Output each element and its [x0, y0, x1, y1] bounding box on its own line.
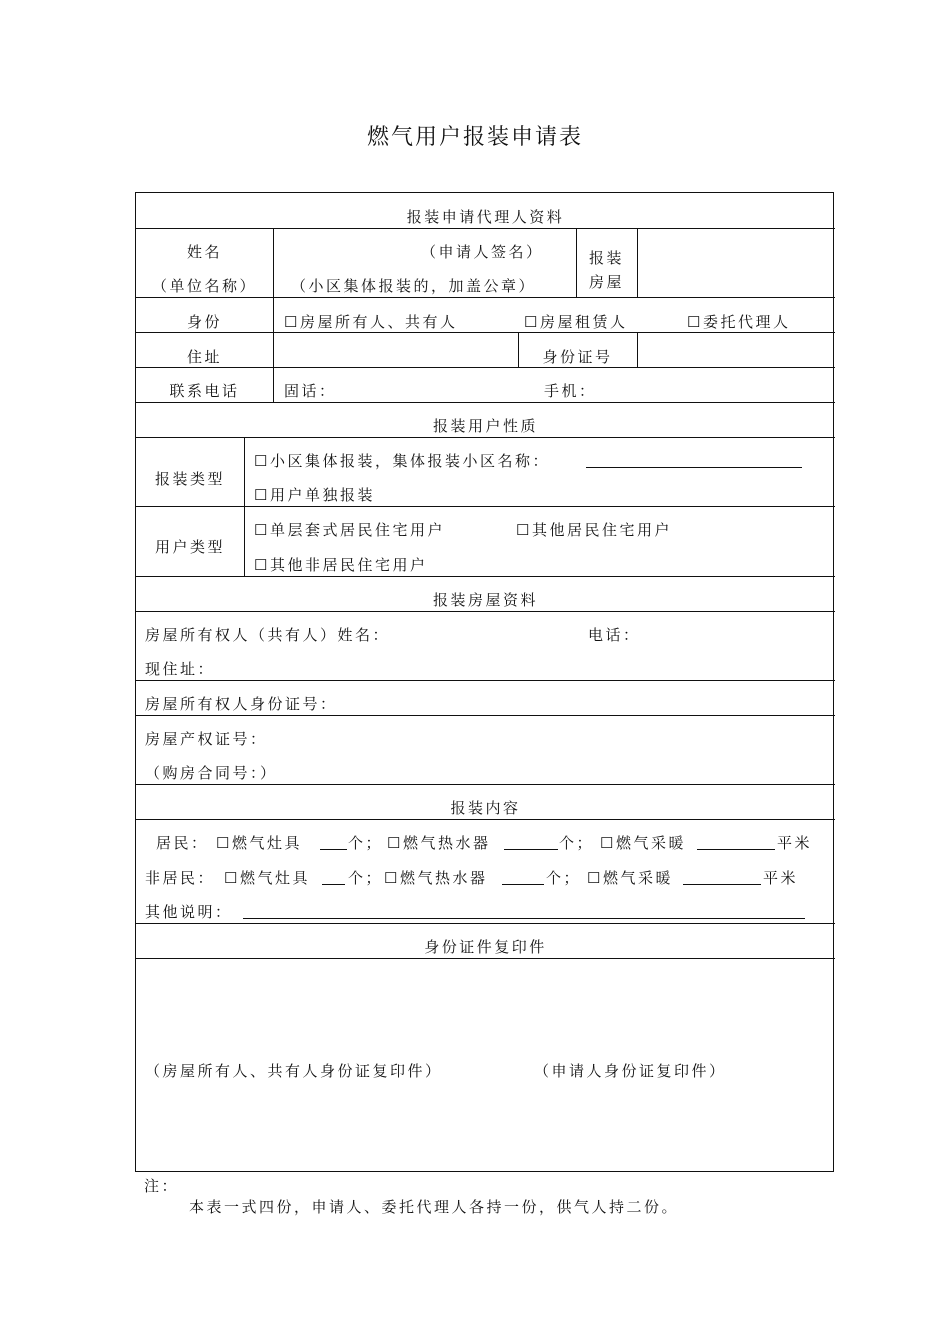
property-cert-label: 房屋产权证号： [145, 730, 268, 748]
row-divider [136, 576, 835, 577]
identity-tenant-checkbox[interactable]: ☐房屋租赁人 [524, 313, 628, 331]
applicant-signature-field[interactable]: （申请人签名） [421, 243, 544, 261]
non-resident-stove-unit: 个； [348, 869, 384, 887]
current-address-label: 现住址： [145, 660, 216, 678]
section-header-house: 报装房屋资料 [432, 591, 538, 609]
resident-label: 居民： [156, 834, 209, 852]
resident-stove-checkbox[interactable]: ☐燃气灶具 [216, 834, 302, 852]
non-resident-label: 非居民： [145, 869, 216, 887]
contract-number-label: （购房合同号：） [145, 764, 278, 782]
row-divider [136, 506, 835, 507]
unit-name-label: （单位名称） [151, 277, 257, 295]
non-resident-stove-count-blank[interactable] [322, 884, 345, 885]
seal-hint: （小区集体报装的，加盖公章） [291, 277, 537, 295]
row-divider [136, 297, 835, 298]
owner-id-label: 房屋所有权人身份证号： [145, 695, 338, 713]
row-divider [136, 923, 835, 924]
row-divider [136, 715, 835, 716]
install-type-label: 报装类型 [154, 470, 225, 488]
row-divider [136, 367, 835, 368]
house-label-2: 房屋 [588, 273, 624, 291]
resident-heating-area-blank[interactable] [697, 849, 775, 850]
resident-heating-checkbox[interactable]: ☐燃气采暖 [600, 834, 686, 852]
contact-phone-label: 联系电话 [169, 382, 240, 400]
section-header-id-copy: 身份证件复印件 [424, 938, 547, 956]
row-divider [136, 680, 835, 681]
col-divider [637, 228, 638, 297]
identity-label: 身份 [186, 313, 222, 331]
non-resident-heating-checkbox[interactable]: ☐燃气采暖 [587, 869, 673, 887]
row-divider [136, 819, 835, 820]
id-number-label: 身份证号 [542, 348, 613, 366]
community-name-blank[interactable] [586, 467, 802, 468]
col-divider [244, 437, 245, 576]
row-divider [136, 611, 835, 612]
non-residence-checkbox[interactable]: ☐其他非居民住宅用户 [254, 556, 428, 574]
resident-heater-checkbox[interactable]: ☐燃气热水器 [387, 834, 491, 852]
section-header-agent: 报装申请代理人资料 [406, 208, 565, 226]
non-resident-heating-unit: 平米 [763, 869, 799, 887]
mobile-label: 手机： [544, 382, 597, 400]
address-label: 住址 [186, 348, 222, 366]
non-resident-stove-checkbox[interactable]: ☐燃气灶具 [224, 869, 310, 887]
notes-text: 本表一式四份，申请人、委托代理人各持一份，供气人持二份。 [189, 1198, 680, 1216]
row-divider [136, 402, 835, 403]
owner-phone-label: 电话： [588, 626, 641, 644]
section-header-nature: 报装用户性质 [432, 417, 538, 435]
row-divider [136, 437, 835, 438]
applicant-id-copy-area: （申请人身份证复印件） [534, 1062, 727, 1080]
non-resident-heating-area-blank[interactable] [683, 884, 761, 885]
name-label: 姓名 [186, 243, 222, 261]
row-divider [136, 332, 835, 333]
user-type-label: 用户类型 [154, 538, 225, 556]
other-notes-label: 其他说明： [145, 903, 233, 921]
resident-stove-unit: 个； [348, 834, 384, 852]
group-install-checkbox[interactable]: ☐小区集体报装，集体报装小区名称： [254, 452, 550, 470]
other-notes-blank[interactable] [243, 918, 805, 919]
owner-name-label: 房屋所有权人（共有人）姓名： [145, 626, 391, 644]
row-divider [136, 784, 835, 785]
resident-heater-count-blank[interactable] [504, 849, 558, 850]
row-divider [136, 228, 835, 229]
identity-agent-checkbox[interactable]: ☐委托代理人 [687, 313, 791, 331]
resident-heating-unit: 平米 [777, 834, 813, 852]
house-label-1: 报装 [588, 249, 624, 267]
col-divider [637, 332, 638, 367]
section-header-content: 报装内容 [450, 799, 521, 817]
other-residence-checkbox[interactable]: ☐其他居民住宅用户 [516, 521, 672, 539]
non-resident-heater-unit: 个； [546, 869, 582, 887]
col-divider [273, 228, 274, 402]
owner-id-copy-area: （房屋所有人、共有人身份证复印件） [145, 1062, 443, 1080]
notes-label: 注： [144, 1177, 180, 1195]
single-residence-checkbox[interactable]: ☐单层套式居民住宅用户 [254, 521, 445, 539]
non-resident-heater-checkbox[interactable]: ☐燃气热水器 [384, 869, 488, 887]
resident-heater-unit: 个； [559, 834, 595, 852]
non-resident-heater-count-blank[interactable] [502, 884, 544, 885]
row-divider [136, 958, 835, 959]
landline-label: 固话： [284, 382, 337, 400]
single-install-checkbox[interactable]: ☐用户单独报装 [254, 486, 375, 504]
application-form-table [135, 192, 834, 1172]
form-title: 燃气用户报装申请表 [366, 125, 583, 150]
resident-stove-count-blank[interactable] [320, 849, 347, 850]
identity-owner-checkbox[interactable]: ☐房屋所有人、共有人 [284, 313, 458, 331]
